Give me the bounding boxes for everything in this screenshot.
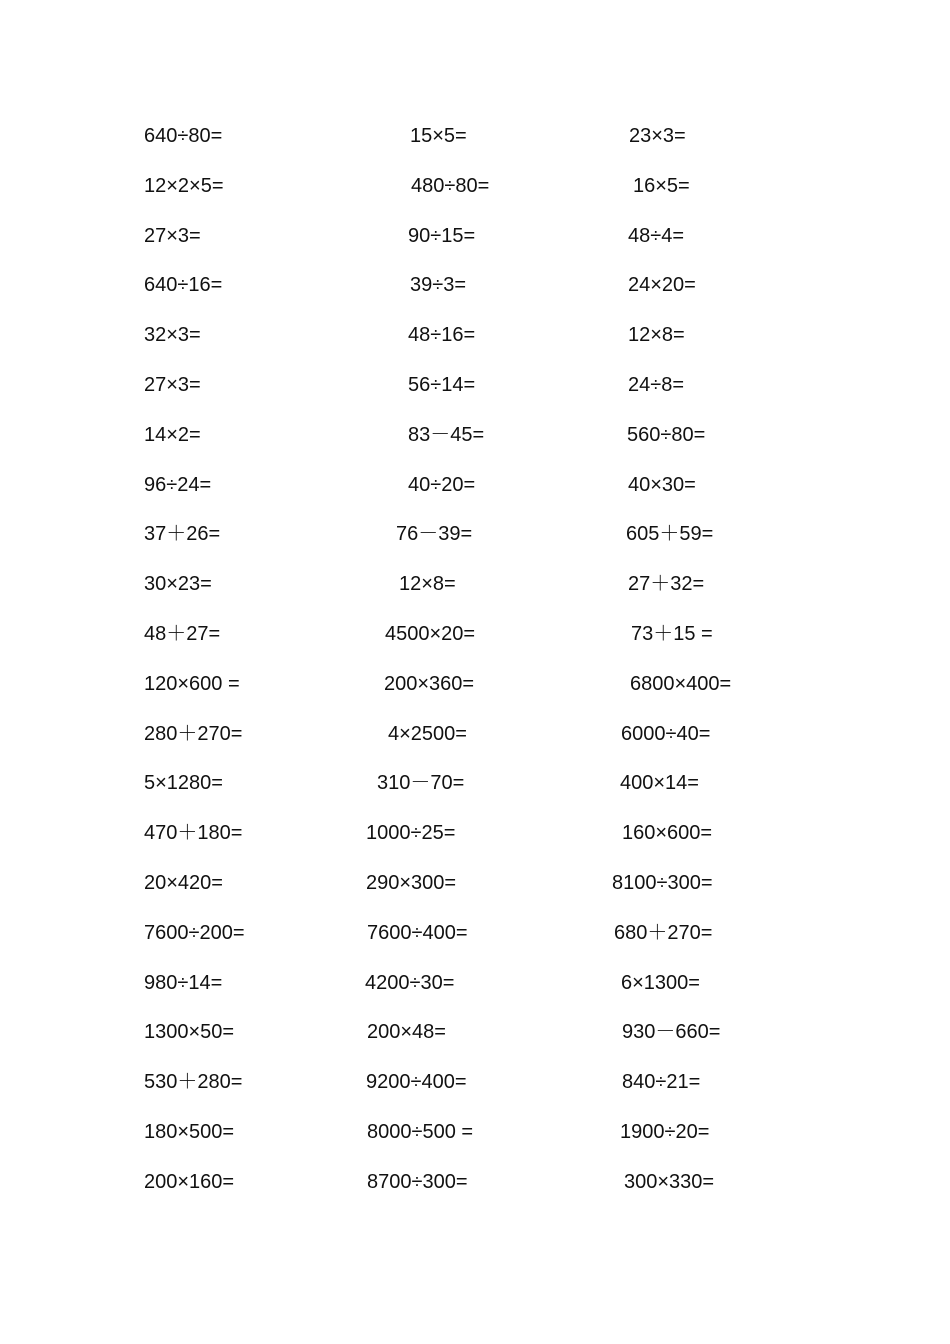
arithmetic-problem: 24÷8= (628, 374, 685, 396)
arithmetic-problem: 56÷14= (408, 374, 476, 396)
arithmetic-problem: 200×360= (384, 672, 475, 695)
arithmetic-problem: 96÷24= (144, 473, 212, 496)
arithmetic-problem: 120×600 = (144, 672, 240, 695)
arithmetic-problem: 27×3= (144, 224, 201, 247)
arithmetic-problem: 840÷21= (622, 1071, 701, 1094)
problem-row (0, 270, 950, 300)
arithmetic-problem: 32×3= (144, 324, 201, 347)
problem-row (0, 619, 950, 649)
arithmetic-problem: 48÷16= (408, 324, 476, 347)
arithmetic-problem: 290×300= (366, 872, 457, 894)
arithmetic-problem: 20×420= (144, 872, 223, 894)
arithmetic-problem: 76－39= (396, 523, 473, 546)
arithmetic-problem: 27＋32= (628, 573, 705, 596)
arithmetic-problem: 200×48= (367, 1021, 446, 1044)
arithmetic-problem: 8700÷300= (367, 1170, 468, 1193)
arithmetic-problem: 27×3= (144, 374, 201, 396)
arithmetic-problem: 48＋27= (144, 623, 221, 645)
arithmetic-problem: 24×20= (628, 274, 696, 297)
problem-row (0, 121, 950, 151)
arithmetic-problem: 14×2= (144, 423, 201, 446)
problem-row (0, 719, 950, 749)
arithmetic-problem: 83－45= (408, 423, 485, 446)
problem-row (0, 370, 950, 400)
arithmetic-problem: 23×3= (629, 125, 686, 147)
arithmetic-problem: 180×500= (144, 1121, 235, 1143)
arithmetic-problem: 90÷15= (408, 224, 476, 247)
arithmetic-problem: 200×160= (144, 1170, 235, 1193)
problem-row (0, 768, 950, 798)
arithmetic-problem: 73＋15 = (631, 623, 713, 645)
arithmetic-problem: 530＋280= (144, 1071, 243, 1094)
problem-row (0, 221, 950, 251)
arithmetic-problem: 930－660= (622, 1021, 721, 1044)
arithmetic-problem: 8000÷500 = (367, 1121, 474, 1143)
arithmetic-problem: 37＋26= (144, 523, 221, 546)
arithmetic-problem: 680＋270= (614, 921, 713, 944)
problem-row (0, 519, 950, 549)
arithmetic-problem: 7600÷200= (144, 921, 245, 944)
arithmetic-problem: 6800×400= (630, 672, 732, 695)
arithmetic-problem: 480÷80= (411, 174, 490, 197)
arithmetic-problem: 12×8= (628, 324, 685, 347)
arithmetic-problem: 39÷3= (410, 274, 467, 297)
problem-row (0, 1167, 950, 1197)
problem-row (0, 171, 950, 201)
arithmetic-problem: 5×1280= (144, 772, 223, 795)
arithmetic-problem: 12×8= (399, 573, 456, 596)
problem-row (0, 320, 950, 350)
arithmetic-problem: 6000÷40= (621, 722, 711, 745)
arithmetic-problem: 4200÷30= (365, 971, 455, 994)
problem-row (0, 470, 950, 500)
arithmetic-problem: 30×23= (144, 573, 212, 596)
problem-row (0, 968, 950, 998)
problem-row (0, 669, 950, 699)
arithmetic-problem: 48÷4= (628, 224, 685, 247)
problem-row (0, 918, 950, 948)
arithmetic-problem: 7600÷400= (367, 921, 468, 944)
problem-row (0, 1017, 950, 1047)
arithmetic-problem: 980÷14= (144, 971, 223, 994)
problem-row (0, 1117, 950, 1147)
arithmetic-problem: 310－70= (377, 772, 465, 795)
arithmetic-problem: 4500×20= (385, 623, 476, 645)
arithmetic-problem: 560÷80= (627, 423, 706, 446)
arithmetic-problem: 640÷16= (144, 274, 223, 297)
arithmetic-problem: 280＋270= (144, 722, 243, 745)
arithmetic-problem: 470＋180= (144, 822, 243, 845)
arithmetic-problem: 8100÷300= (612, 872, 713, 894)
problem-row (0, 1067, 950, 1097)
problem-row (0, 420, 950, 450)
arithmetic-problem: 640÷80= (144, 125, 223, 147)
arithmetic-problem: 12×2×5= (144, 174, 224, 197)
arithmetic-problem: 605＋59= (626, 523, 714, 546)
arithmetic-problem: 1300×50= (144, 1021, 235, 1044)
arithmetic-problem: 160×600= (622, 822, 713, 845)
arithmetic-problem: 40÷20= (408, 473, 476, 496)
arithmetic-problem: 9200÷400= (366, 1071, 467, 1094)
arithmetic-problem: 300×330= (624, 1170, 715, 1193)
problem-row (0, 818, 950, 848)
arithmetic-problem: 15×5= (410, 125, 467, 147)
problem-row (0, 868, 950, 898)
arithmetic-problem: 16×5= (633, 174, 690, 197)
arithmetic-problem: 40×30= (628, 473, 696, 496)
arithmetic-problem: 4×2500= (388, 722, 467, 745)
problem-row (0, 569, 950, 599)
arithmetic-problem: 1000÷25= (366, 822, 456, 845)
arithmetic-problem: 6×1300= (621, 971, 700, 994)
arithmetic-problem: 400×14= (620, 772, 699, 795)
arithmetic-problem: 1900÷20= (620, 1121, 710, 1143)
